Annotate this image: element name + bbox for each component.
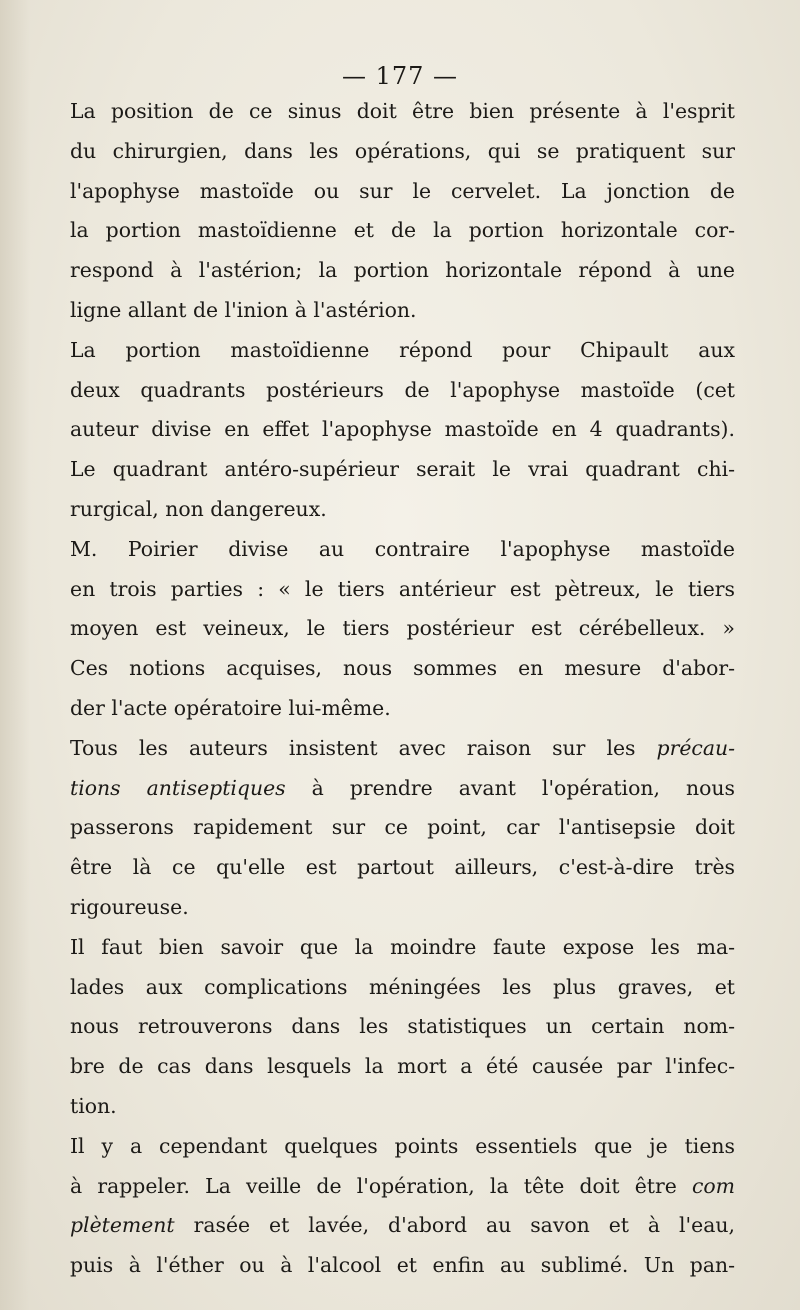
italic-text: précau- — [656, 735, 735, 760]
text-line: en trois parties : « le tiers antérieur est pètreux, le tiers — [70, 576, 735, 601]
text-segment: à rappeler. La veille de l'opération, la tête doit être — [70, 1173, 692, 1198]
text-line: bre de cas dans lesquels la mort a été causée par l'infec- — [70, 1054, 735, 1079]
text-line: moyen est veineux, le tiers postérieur est cérébelleux. » — [70, 616, 735, 641]
text-line: M. Poirier divise au contraire l'apophyse mastoïde — [70, 536, 735, 561]
text-line: ligne allant de l'inion à l'astérion. — [70, 297, 417, 322]
text-line: Le quadrant antéro-supérieur serait le vrai quadrant chi- — [70, 457, 735, 482]
text-line: rigoureuse. — [70, 894, 189, 919]
text-line: Il faut bien savoir que la moindre faute expose les ma- — [70, 934, 735, 959]
text-line — [70, 769, 735, 809]
text-segment: à prendre avant l'opération, nous — [285, 775, 735, 800]
italic-text: tions antiseptiques — [70, 775, 286, 800]
text-line: du chirurgien, dans les opérations, qui se pratiquent sur — [70, 138, 735, 163]
paragraph-7 — [70, 1127, 735, 1286]
text-line: auteur divise en effet l'apophyse mastoïde en 4 quadrants). — [70, 417, 735, 442]
text-segment: rasée et lavée, d'abord au savon et à l'eau, — [174, 1213, 735, 1238]
text-line: l'apophyse mastoïde ou sur le cervelet. La jonction de — [70, 178, 735, 203]
text-line — [70, 1206, 735, 1246]
paragraph-1 — [70, 92, 735, 331]
text-line: La position de ce sinus doit être bien présente à l'esprit — [70, 99, 735, 123]
page-edge-shadow — [0, 0, 30, 1310]
text-line: deux quadrants postérieurs de l'apophyse mastoïde (cet — [70, 377, 735, 402]
page-number: — 177 — — [341, 62, 459, 90]
text-line: rurgical, non dangereux. — [70, 496, 327, 521]
text-line: Ces notions acquises, nous sommes en mesure d'abor- — [70, 656, 735, 681]
text-line: La portion mastoïdienne répond pour Chipault aux — [70, 337, 735, 362]
paragraph-6 — [70, 928, 735, 1127]
text-line — [70, 729, 735, 769]
text-line: puis à l'éther ou à l'alcool et enfin au sublimé. Un pan- — [70, 1253, 735, 1278]
body-text — [70, 92, 735, 1286]
text-line: être là ce qu'elle est partout ailleurs, c'est-à-dire très — [70, 855, 735, 880]
text-line: Il y a cependant quelques points essentiels que je tiens — [70, 1133, 735, 1158]
italic-text: plètement — [70, 1213, 175, 1238]
paragraph-3 — [70, 530, 735, 649]
paragraph-5 — [70, 729, 735, 928]
text-line: la portion mastoïdienne et de la portion horizontale cor- — [70, 218, 735, 243]
italic-text: com — [691, 1173, 735, 1198]
text-segment: Tous les auteurs insistent avec raison sur les — [70, 735, 657, 760]
paragraph-4 — [70, 649, 735, 729]
text-line: der l'acte opératoire lui-même. — [70, 695, 391, 720]
text-line: tion. — [70, 1093, 117, 1118]
text-line — [70, 1167, 735, 1207]
text-line: respond à l'astérion; la portion horizontale répond à une — [70, 258, 735, 283]
text-line: nous retrouverons dans les statistiques un certain nom- — [70, 1014, 735, 1039]
text-line: lades aux complications méningées les plus graves, et — [70, 974, 735, 999]
paragraph-2 — [70, 331, 735, 530]
text-line: passerons rapidement sur ce point, car l'antisepsie doit — [70, 815, 735, 840]
